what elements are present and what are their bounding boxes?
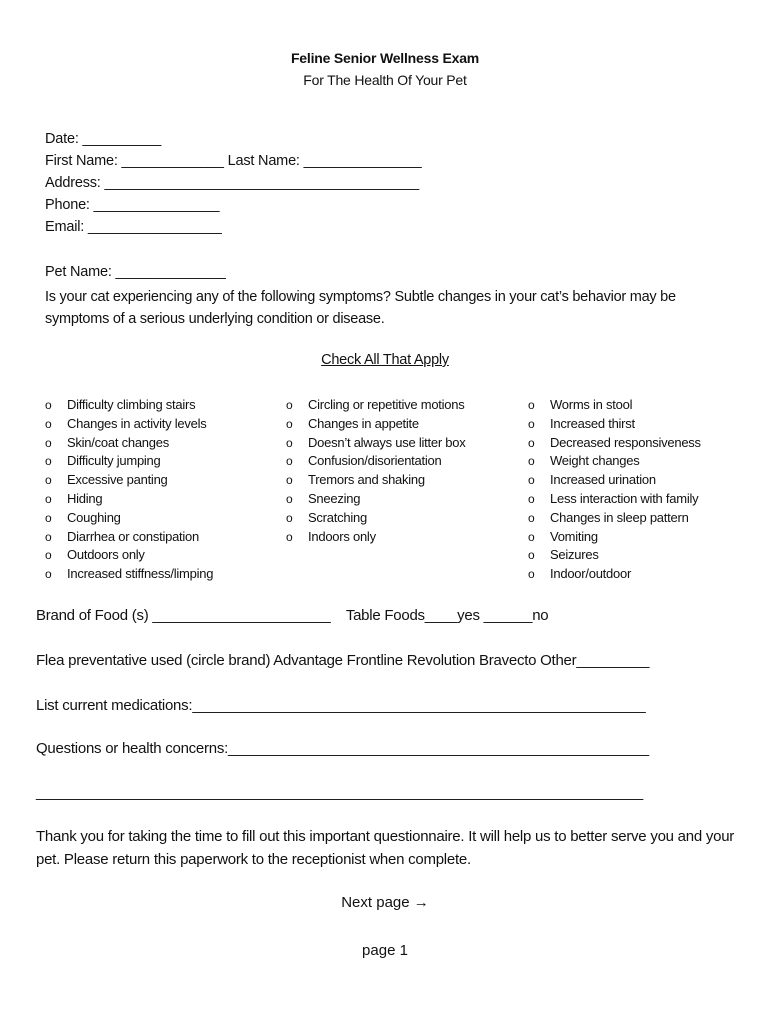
checklist-item-label: Decreased responsiveness xyxy=(550,434,701,450)
checklist-item-label: Difficulty jumping xyxy=(67,453,161,469)
checklist-item[interactable] xyxy=(45,471,265,490)
checklist-item-label: Confusion/disorientation xyxy=(308,453,442,469)
name-fields[interactable]: First Name: _____________ Last Name: _______________ xyxy=(45,153,422,169)
checklist-item[interactable] xyxy=(286,471,486,490)
checklist-heading: Check All That Apply xyxy=(321,352,449,368)
checkbox-circle-icon[interactable]: o xyxy=(45,454,52,469)
checklist-item-label: Difficulty climbing stairs xyxy=(67,397,196,412)
checklist-item-label: Increased urination xyxy=(550,472,656,488)
checklist-item[interactable] xyxy=(45,452,265,471)
checklist-item-label: Hiding xyxy=(67,490,103,506)
checkbox-circle-icon[interactable]: o xyxy=(528,529,535,544)
checkbox-circle-icon[interactable]: o xyxy=(45,398,52,412)
checklist-item-label: Indoor/outdoor xyxy=(550,566,632,582)
checklist-item[interactable] xyxy=(45,509,265,528)
symptom-question: Is your cat experiencing any of the following symptoms? Subtle changes in your cat’s behavior may be symptoms of a serious underlying condition or disease. xyxy=(45,289,676,327)
checkbox-circle-icon[interactable]: o xyxy=(528,416,535,431)
concerns-field[interactable]: Questions or health concerns:____________________________________________________ xyxy=(36,740,649,757)
symptom-list-col2 xyxy=(286,396,486,546)
checkbox-circle-icon[interactable]: o xyxy=(528,548,535,563)
checkbox-circle-icon[interactable]: o xyxy=(528,473,535,488)
email-field[interactable]: Email: _________________ xyxy=(45,219,222,235)
checkbox-circle-icon[interactable]: o xyxy=(528,435,535,450)
checkbox-circle-icon[interactable]: o xyxy=(45,510,52,525)
checklist-item[interactable] xyxy=(528,415,738,434)
checklist-item[interactable] xyxy=(286,528,486,547)
checklist-item-label: Vomiting xyxy=(550,528,598,544)
checklist-item[interactable] xyxy=(528,565,738,584)
checklist-item-label: Indoors only xyxy=(308,528,376,544)
checkbox-circle-icon[interactable]: o xyxy=(528,510,535,525)
checklist-item[interactable] xyxy=(45,396,265,415)
checkbox-circle-icon[interactable]: o xyxy=(286,416,293,431)
checklist-item-label: Tremors and shaking xyxy=(308,472,425,488)
checkbox-circle-icon[interactable]: o xyxy=(45,416,52,431)
document-subtitle: For The Health Of Your Pet xyxy=(303,72,467,88)
medications-field[interactable]: List current medications:________________________________________________________ xyxy=(36,697,646,714)
checkbox-circle-icon[interactable]: o xyxy=(528,491,535,506)
checkbox-circle-icon[interactable]: o xyxy=(286,529,293,544)
checkbox-circle-icon[interactable]: o xyxy=(45,567,52,582)
checklist-item[interactable] xyxy=(528,434,738,453)
checklist-item-label: Less interaction with family xyxy=(550,490,699,506)
symptom-list-col3 xyxy=(528,396,738,584)
checklist-item-label: Coughing xyxy=(67,509,121,525)
checklist-item-label: Changes in activity levels xyxy=(67,415,207,431)
date-field[interactable]: Date: __________ xyxy=(45,131,162,147)
flea-preventative-field[interactable]: Flea preventative used (circle brand) Advantage Frontline Revolution Bravecto Other_________ xyxy=(36,652,650,669)
checkbox-circle-icon[interactable]: o xyxy=(45,548,52,563)
food-fields[interactable]: Brand of Food (s) ______________________ Table Foods____yes ______no xyxy=(36,607,549,624)
checklist-item[interactable] xyxy=(528,509,738,528)
checklist-item-label: Skin/coat changes xyxy=(67,434,169,450)
checklist-item-label: Diarrhea or constipation xyxy=(67,528,200,544)
checklist-item[interactable] xyxy=(45,415,265,434)
checklist-item-label: Scratching xyxy=(308,509,367,525)
checkbox-circle-icon[interactable]: o xyxy=(286,454,293,469)
checklist-item[interactable] xyxy=(528,490,738,509)
checklist-item[interactable] xyxy=(528,546,738,565)
checklist-item-label: Changes in sleep pattern xyxy=(550,509,689,525)
checklist-item[interactable] xyxy=(528,528,738,547)
checklist-item[interactable] xyxy=(45,565,265,584)
checklist-item-label: Outdoors only xyxy=(67,547,145,563)
address-field[interactable]: Address: ________________________________________ xyxy=(45,175,420,191)
checklist-item[interactable] xyxy=(45,434,265,453)
checklist-item[interactable] xyxy=(286,415,486,434)
checklist-item[interactable] xyxy=(286,509,486,528)
checklist-item[interactable] xyxy=(45,528,265,547)
checklist-item-label: Changes in appetite xyxy=(308,415,419,431)
checklist-item[interactable] xyxy=(286,396,486,415)
checkbox-circle-icon[interactable]: o xyxy=(45,473,52,488)
document-title: Feline Senior Wellness Exam xyxy=(290,50,480,66)
concerns-extra-line[interactable]: ___________________________________________________________________________ xyxy=(36,784,643,801)
checkbox-circle-icon[interactable]: o xyxy=(528,398,535,412)
checklist-item-label: Increased stiffness/limping xyxy=(67,566,214,582)
checklist-item[interactable] xyxy=(286,434,486,453)
checklist-item[interactable] xyxy=(286,452,486,471)
phone-field[interactable]: Phone: ________________ xyxy=(45,197,220,213)
checklist-item[interactable] xyxy=(45,546,265,565)
checkbox-circle-icon[interactable]: o xyxy=(528,454,535,469)
checkbox-circle-icon[interactable]: o xyxy=(45,491,52,506)
thank-you-paragraph: Thank you for taking the time to fill out this important questionnaire. It will help us to better serve you and your pet. Please return this paperwork to the receptionist when complete. xyxy=(36,828,735,868)
checkbox-circle-icon[interactable]: o xyxy=(286,510,293,525)
checklist-item-label: Weight changes xyxy=(550,453,640,469)
next-page-link[interactable]: Next page → xyxy=(341,894,429,911)
checkbox-circle-icon[interactable]: o xyxy=(286,398,293,412)
checklist-item[interactable] xyxy=(528,396,738,415)
checkbox-circle-icon[interactable]: o xyxy=(528,567,535,582)
checklist-item[interactable] xyxy=(528,471,738,490)
checkbox-circle-icon[interactable]: o xyxy=(286,491,293,506)
page-number: page 1 xyxy=(362,942,408,959)
checkbox-circle-icon[interactable]: o xyxy=(45,529,52,544)
checklist-item[interactable] xyxy=(286,490,486,509)
checklist-item-label: Increased thirst xyxy=(550,415,635,431)
checklist-item[interactable] xyxy=(45,490,265,509)
checkbox-circle-icon[interactable]: o xyxy=(45,435,52,450)
checkbox-circle-icon[interactable]: o xyxy=(286,435,293,450)
pet-name-field[interactable]: Pet Name: ______________ xyxy=(45,264,226,280)
checklist-item-label: Excessive panting xyxy=(67,472,168,488)
symptom-list-col1 xyxy=(45,396,265,584)
checkbox-circle-icon[interactable]: o xyxy=(286,473,293,488)
checklist-item-label: Sneezing xyxy=(308,490,361,506)
checklist-item-label: Circling or repetitive motions xyxy=(308,397,465,412)
checklist-item-label: Worms in stool xyxy=(550,397,633,412)
checklist-item-label: Doesn’t always use litter box xyxy=(308,434,466,450)
checklist-item[interactable] xyxy=(528,452,738,471)
checklist-item-label: Seizures xyxy=(550,547,599,563)
